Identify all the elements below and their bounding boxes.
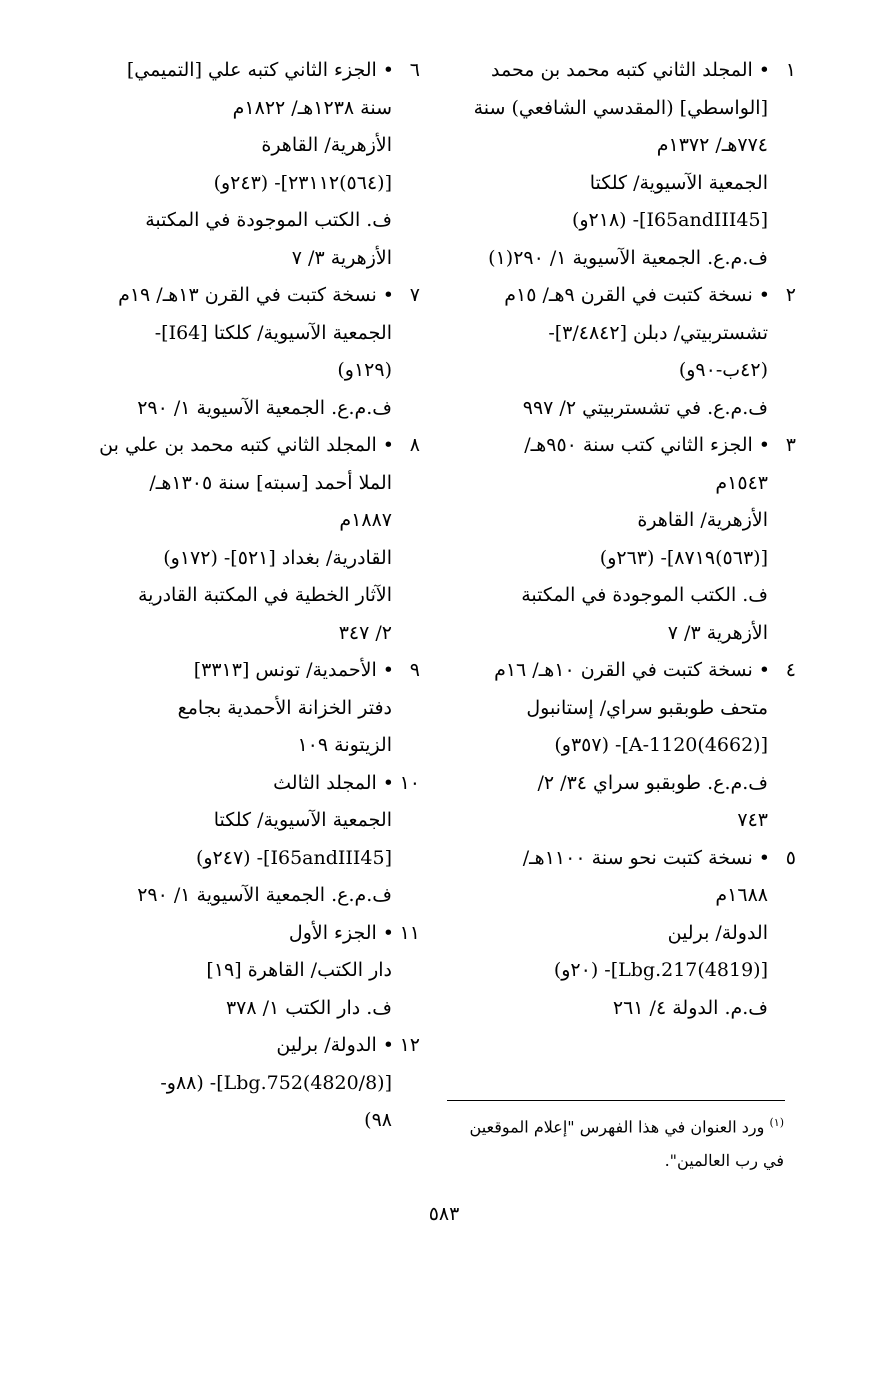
entry-heading-line — [75, 652, 420, 690]
entry-text: المجلد الثالث — [273, 771, 377, 794]
entry-heading-line — [75, 765, 420, 803]
manuscript-entry — [466, 427, 796, 652]
bullet-icon: • — [382, 921, 394, 944]
entry-detail-line: الزيتونة ١٠٩ — [297, 734, 392, 756]
entry-number: ١١ — [399, 921, 420, 944]
entry-detail-line: تشستربيتي/ دبلن [٣/٤٨٤٢]- — [548, 321, 768, 344]
entry-detail-line: (١٢٩و) — [337, 359, 392, 381]
entry-detail-line: ف.م.ع. الجمعية الآسيوية ١/ ٢٩٠ — [137, 396, 392, 419]
entry-detail-line: [(4662)A-1120]- (٣٥٧و) — [554, 734, 768, 756]
entry-text: نسخة كتبت في القرن ١٣هـ/ ١٩م — [118, 284, 377, 306]
footnote-divider — [447, 1100, 785, 1101]
entry-text: نسخة كتبت في القرن ٩هـ/ ١٥م — [504, 284, 753, 306]
manuscript-entry — [466, 840, 796, 1028]
manuscript-entry — [466, 652, 796, 840]
entry-detail-line: الملا أحمد [سبته] سنة ١٣٠٥هـ/ — [149, 471, 392, 494]
entry-heading-line — [466, 52, 796, 90]
entry-detail-line: الأزهرية ٣/ ٧ — [667, 621, 768, 644]
entry-heading-line — [75, 427, 420, 465]
entry-number: ١٢ — [399, 1034, 420, 1056]
entry-heading-line — [75, 277, 420, 315]
entry-detail-line: ف.م.ع. طوبقبو سراي ٣٤/ ٢/ — [537, 771, 768, 794]
right-column — [466, 52, 796, 1027]
entry-detail-line: ف. دار الكتب ١/ ٣٧٨ — [225, 996, 392, 1019]
bullet-icon: • — [382, 771, 394, 794]
entry-detail-line: ٢/ ٣٤٧ — [338, 621, 392, 644]
entry-detail-line: الأزهرية/ القاهرة — [637, 509, 768, 531]
entry-detail-line: ف.م.ع. في تشستربيتي ٢/ ٩٩٧ — [522, 396, 768, 419]
entry-text: الجزء الثاني كتب سنة ٩٥٠هـ/ — [524, 434, 753, 456]
entry-heading-line — [75, 52, 420, 90]
entry-detail-line: سنة ١٢٣٨هـ/ ١٨٢٢م — [232, 96, 392, 119]
entry-detail-line: ف.م. الدولة ٤/ ٢٦١ — [612, 996, 768, 1019]
entry-detail-line: [(٥٦٤)٢٣١١٢]- (٢٤٣و) — [213, 171, 392, 194]
bullet-icon: • — [758, 659, 770, 681]
page-number: ٥٨٣ — [428, 1203, 460, 1225]
entry-detail-line: [(4820/8)Lbg.752]- (٨٨و- — [160, 1071, 392, 1094]
manuscript-entry — [466, 52, 796, 277]
bullet-icon: • — [758, 59, 770, 81]
entry-number: ١٠ — [399, 771, 420, 794]
entry-number: ٨ — [409, 434, 420, 456]
entry-detail-line: ف. الكتب الموجودة في المكتبة — [145, 209, 392, 231]
entry-detail-line: ف.م.ع. الجمعية الآسيوية ١/ ٢٩٠ — [137, 884, 392, 906]
entry-detail-line: الجمعية الآسيوية/ كلكتا [I64]- — [154, 321, 392, 344]
bullet-icon: • — [382, 284, 394, 306]
entry-number: ١ — [785, 59, 796, 81]
entry-number: ٢ — [785, 284, 796, 306]
entry-detail-line: [(٥٦٣)٨٧١٩]- (٢٦٣و) — [599, 546, 768, 569]
entry-detail-line: ف.م.ع. الجمعية الآسيوية ١/ ٢٩٠(١) — [488, 246, 768, 269]
manuscript-entry — [75, 277, 420, 427]
bullet-icon: • — [758, 434, 770, 456]
entry-text: المجلد الثاني كتبه محمد بن محمد — [491, 59, 753, 81]
entry-text: الجزء الأول — [288, 921, 377, 944]
bullet-icon: • — [382, 659, 394, 681]
manuscript-entry — [75, 915, 420, 1028]
entry-detail-line: ١٦٨٨م — [715, 884, 768, 906]
entry-number: ٩ — [409, 659, 420, 681]
bullet-icon: • — [382, 1034, 394, 1056]
entry-heading-line — [466, 652, 796, 690]
entry-detail-line: [الواسطي] (المقدسي الشافعي) سنة — [473, 96, 768, 119]
entry-number: ٦ — [409, 59, 420, 81]
entry-text: نسخة كتبت في القرن ١٠هـ/ ١٦م — [494, 659, 753, 681]
entry-detail-line: الجمعية الآسيوية/ كلكتا — [589, 171, 768, 194]
entry-detail-line: الأزهرية ٣/ ٧ — [291, 246, 392, 269]
entry-detail-line: الجمعية الآسيوية/ كلكتا — [213, 809, 392, 831]
bullet-icon: • — [758, 284, 770, 306]
entry-detail-line: [I65andIII45]- (٢٤٧و) — [195, 846, 392, 869]
entry-text: الجزء الثاني كتبه علي [التميمي] — [126, 59, 377, 81]
entry-text: الأحمدية/ تونس [٣٣١٣] — [193, 659, 377, 681]
entry-detail-line: دار الكتب/ القاهرة [١٩] — [206, 959, 392, 981]
bullet-icon: • — [758, 846, 770, 869]
entry-detail-line: دفتر الخزانة الأحمدية بجامع — [177, 696, 392, 719]
left-column — [75, 52, 420, 1140]
entry-detail-line: ٧٤٣ — [737, 809, 768, 831]
entry-number: ٥ — [785, 846, 796, 869]
entry-number: ٧ — [409, 284, 420, 306]
entry-detail-line: متحف طوبقبو سراي/ إستانبول — [526, 696, 768, 719]
entry-detail-line: ٧٧٤هـ/ ١٣٧٢م — [656, 134, 768, 156]
entry-number: ٤ — [785, 659, 796, 681]
entry-detail-line: ١٨٨٧م — [339, 509, 392, 531]
entry-text: الدولة/ برلين — [276, 1034, 377, 1056]
manuscript-entry — [466, 277, 796, 427]
entry-detail-line: ٩٨) — [364, 1109, 392, 1131]
entry-detail-line: الأزهرية/ القاهرة — [261, 134, 392, 156]
entry-heading-line — [75, 915, 420, 953]
manuscript-entry — [75, 652, 420, 765]
entry-heading-line — [466, 427, 796, 465]
manuscript-entry — [75, 427, 420, 652]
entry-heading-line — [75, 1027, 420, 1065]
footnote-marker: (١) — [769, 1116, 784, 1129]
entry-detail-line: [I65andIII45]- (٢١٨و) — [571, 209, 768, 231]
manuscript-entry — [75, 1027, 420, 1140]
entry-detail-line: (٤٢ب-٩٠و) — [678, 359, 768, 381]
entry-heading-line — [466, 840, 796, 878]
bullet-icon: • — [382, 59, 394, 81]
manuscript-entry — [75, 765, 420, 915]
entry-detail-line: ١٥٤٣م — [715, 471, 768, 494]
entry-text: نسخة كتبت نحو سنة ١١٠٠هـ/ — [522, 846, 753, 869]
entry-detail-line: [(4819)Lbg.217]- (٢٠و) — [553, 959, 768, 981]
entry-detail-line: الآثار الخطية في المكتبة القادرية — [137, 584, 392, 606]
entry-detail-line: القادرية/ بغداد [٥٢١]- (١٧٢و) — [163, 546, 392, 569]
footnote-text: ورد العنوان في هذا الفهرس "إعلام الموقعين في رب العالمين". — [469, 1117, 784, 1171]
entry-detail-line: ف. الكتب الموجودة في المكتبة — [521, 584, 768, 606]
manuscript-entry — [75, 52, 420, 277]
bullet-icon: • — [382, 434, 394, 456]
entry-heading-line — [466, 277, 796, 315]
footnote — [444, 1106, 784, 1178]
entry-number: ٣ — [785, 434, 796, 456]
entry-detail-line: الدولة/ برلين — [667, 921, 768, 944]
entry-text: المجلد الثاني كتبه محمد بن علي بن — [99, 434, 377, 456]
